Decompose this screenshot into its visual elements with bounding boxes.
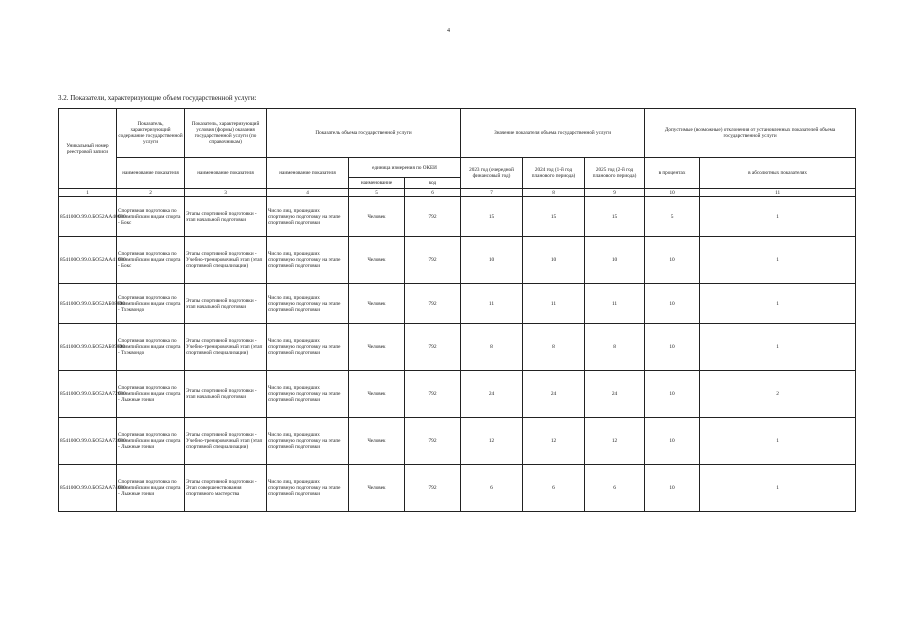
okei-name-header: наименование — [349, 178, 405, 189]
deviation-percent-cell: 10 — [645, 324, 700, 371]
value-2025-cell: 15 — [585, 197, 645, 237]
column-number: 6 — [405, 189, 461, 197]
volume-indicator-cell: Число лиц, прошедших спортивную подготовку на этапе спортивной подготовки — [267, 418, 349, 465]
registry-number-cell: 854100О.99.0.БО52АА73000 — [59, 418, 117, 465]
volume-indicator-cell: Число лиц, прошедших спортивную подготовку на этапе спортивной подготовки — [267, 197, 349, 237]
absolute-header: в абсолютных показателях — [700, 158, 856, 189]
deviation-absolute-cell: 1 — [700, 418, 856, 465]
deviation-percent-cell: 10 — [645, 418, 700, 465]
condition-name-header: наименование показателя — [185, 158, 267, 189]
registry-number-cell: 854100О.99.0.БО52АБ09000 — [59, 324, 117, 371]
deviation-absolute-cell: 1 — [700, 324, 856, 371]
value-2023-cell: 12 — [461, 418, 523, 465]
deviation-absolute-cell: 2 — [700, 371, 856, 418]
unit-name-cell: Человек — [349, 465, 405, 512]
condition-indicator-cell: Этапы спортивной подготовки - этап начальной подготовки — [185, 284, 267, 324]
content-indicator-cell: Спортивная подготовка по Олимпийским видам спорта - Бокс — [117, 237, 185, 284]
year-2023-header: 2023 год (очередной финансовый год) — [461, 158, 523, 189]
content-indicator-cell: Спортивная подготовка по Олимпийским видам спорта - Тхэквондо — [117, 324, 185, 371]
registry-number-cell: 854100О.99.0.БО52АА72000 — [59, 371, 117, 418]
value-2023-cell: 11 — [461, 284, 523, 324]
okei-code-cell: 792 — [405, 371, 461, 418]
content-indicator-cell: Спортивная подготовка по Олимпийским видам спорта - Бокс — [117, 197, 185, 237]
registry-number-header: Уникальный номер реестровой записи — [59, 109, 117, 189]
value-2024-cell: 11 — [523, 284, 585, 324]
unit-name-cell: Человек — [349, 418, 405, 465]
volume-indicator-cell: Число лиц, прошедших спортивную подготовку на этапе спортивной подготовки — [267, 371, 349, 418]
value-2025-cell: 8 — [585, 324, 645, 371]
unit-name-cell: Человек — [349, 284, 405, 324]
value-2025-cell: 6 — [585, 465, 645, 512]
column-number: 1 — [59, 189, 117, 197]
deviation-percent-cell: 10 — [645, 465, 700, 512]
deviation-percent-cell: 10 — [645, 237, 700, 284]
okei-code-cell: 792 — [405, 237, 461, 284]
value-2024-cell: 12 — [523, 418, 585, 465]
volume-indicator-cell: Число лиц, прошедших спортивную подготовку на этапе спортивной подготовки — [267, 324, 349, 371]
volume-indicator-cell: Число лиц, прошедших спортивную подготовку на этапе спортивной подготовки — [267, 284, 349, 324]
registry-number-cell: 854100О.99.0.БО52АА40000 — [59, 197, 117, 237]
unit-name-cell: Человек — [349, 371, 405, 418]
column-numbers-row — [59, 189, 856, 197]
content-indicator-cell: Спортивная подготовка по Олимпийским видам спорта - Лыжные гонки — [117, 371, 185, 418]
volume-values-header: Значение показателя объема государственной услуги — [461, 109, 645, 158]
table-row — [59, 284, 856, 324]
registry-number-cell: 854100О.99.0.БО52АА74000 — [59, 465, 117, 512]
deviation-percent-cell: 10 — [645, 371, 700, 418]
percent-header: в процентах — [645, 158, 700, 189]
volume-name-header: наименование показателя — [267, 158, 349, 189]
okei-code-cell: 792 — [405, 418, 461, 465]
content-indicator-cell: Спортивная подготовка по Олимпийским видам спорта - Лыжные гонки — [117, 465, 185, 512]
column-number: 4 — [267, 189, 349, 197]
column-number: 7 — [461, 189, 523, 197]
value-2025-cell: 11 — [585, 284, 645, 324]
value-2025-cell: 24 — [585, 371, 645, 418]
table-row — [59, 324, 856, 371]
deviation-absolute-cell: 1 — [700, 284, 856, 324]
value-2025-cell: 12 — [585, 418, 645, 465]
condition-indicator-cell: Этапы спортивной подготовки - Учебно-тренировочный этап (этап спортивной специализации) — [185, 237, 267, 284]
deviation-absolute-cell: 1 — [700, 465, 856, 512]
okei-code-cell: 792 — [405, 324, 461, 371]
table-row — [59, 418, 856, 465]
column-number: 5 — [349, 189, 405, 197]
value-2023-cell: 24 — [461, 371, 523, 418]
year-2025-header: 2025 год (2-й год планового периода) — [585, 158, 645, 189]
value-2023-cell: 6 — [461, 465, 523, 512]
value-2024-cell: 10 — [523, 237, 585, 284]
content-name-header: наименование показателя — [117, 158, 185, 189]
table-row — [59, 197, 856, 237]
deviation-percent-cell: 10 — [645, 284, 700, 324]
okei-code-cell: 792 — [405, 284, 461, 324]
registry-number-cell: 854100О.99.0.БО52АА41000 — [59, 237, 117, 284]
value-2023-cell: 10 — [461, 237, 523, 284]
condition-indicator-cell: Этапы спортивной подготовки - Учебно-тренировочный этап (этап спортивной специализации) — [185, 324, 267, 371]
table-row — [59, 237, 856, 284]
condition-indicator-header: Показатель, характеризующий условия (формы) оказания государственной услуги (по справочникам) — [185, 109, 267, 158]
column-number: 8 — [523, 189, 585, 197]
section-title: 3.2. Показатели, характеризующие объем государственной услуги: — [58, 94, 257, 102]
value-2024-cell: 15 — [523, 197, 585, 237]
content-indicator-cell: Спортивная подготовка по Олимпийским видам спорта - Тхэквондо — [117, 284, 185, 324]
volume-indicators-table — [58, 108, 856, 512]
value-2025-cell: 10 — [585, 237, 645, 284]
okei-unit-header: единица измерения по ОКЕИ — [349, 158, 461, 178]
condition-indicator-cell: Этапы спортивной подготовки - Этап совершенствования спортивного мастерства — [185, 465, 267, 512]
table-row — [59, 371, 856, 418]
unit-name-cell: Человек — [349, 197, 405, 237]
column-number: 10 — [645, 189, 700, 197]
deviation-absolute-cell: 1 — [700, 237, 856, 284]
column-number: 11 — [700, 189, 856, 197]
content-indicator-header: Показатель, характеризующий содержание государственной услуги — [117, 109, 185, 158]
condition-indicator-cell: Этапы спортивной подготовки - Учебно-тренировочный этап (этап спортивной специализации) — [185, 418, 267, 465]
unit-name-cell: Человек — [349, 324, 405, 371]
deviation-percent-cell: 5 — [645, 197, 700, 237]
volume-indicator-cell: Число лиц, прошедших спортивную подготовку на этапе спортивной подготовки — [267, 465, 349, 512]
column-number: 9 — [585, 189, 645, 197]
unit-name-cell: Человек — [349, 237, 405, 284]
value-2023-cell: 8 — [461, 324, 523, 371]
column-number: 3 — [185, 189, 267, 197]
value-2024-cell: 8 — [523, 324, 585, 371]
volume-indicator-header: Показатель объема государственной услуги — [267, 109, 461, 158]
table-row — [59, 465, 856, 512]
volume-indicator-cell: Число лиц, прошедших спортивную подготовку на этапе спортивной подготовки — [267, 237, 349, 284]
page-number: 4 — [447, 28, 450, 34]
registry-number-cell: 854100О.99.0.БО52АБ08000 — [59, 284, 117, 324]
deviation-absolute-cell: 1 — [700, 197, 856, 237]
content-indicator-cell: Спортивная подготовка по Олимпийским видам спорта - Лыжные гонки — [117, 418, 185, 465]
year-2024-header: 2024 год (1-й год планового периода) — [523, 158, 585, 189]
condition-indicator-cell: Этапы спортивной подготовки - этап начальной подготовки — [185, 197, 267, 237]
value-2023-cell: 15 — [461, 197, 523, 237]
value-2024-cell: 6 — [523, 465, 585, 512]
condition-indicator-cell: Этапы спортивной подготовки - этап начальной подготовки — [185, 371, 267, 418]
okei-code-cell: 792 — [405, 465, 461, 512]
column-number: 2 — [117, 189, 185, 197]
okei-code-header: код — [405, 178, 461, 189]
deviations-header: Допустимые (возможные) отклонения от установленных показателей объема государственной услуги — [645, 109, 856, 158]
value-2024-cell: 24 — [523, 371, 585, 418]
okei-code-cell: 792 — [405, 197, 461, 237]
